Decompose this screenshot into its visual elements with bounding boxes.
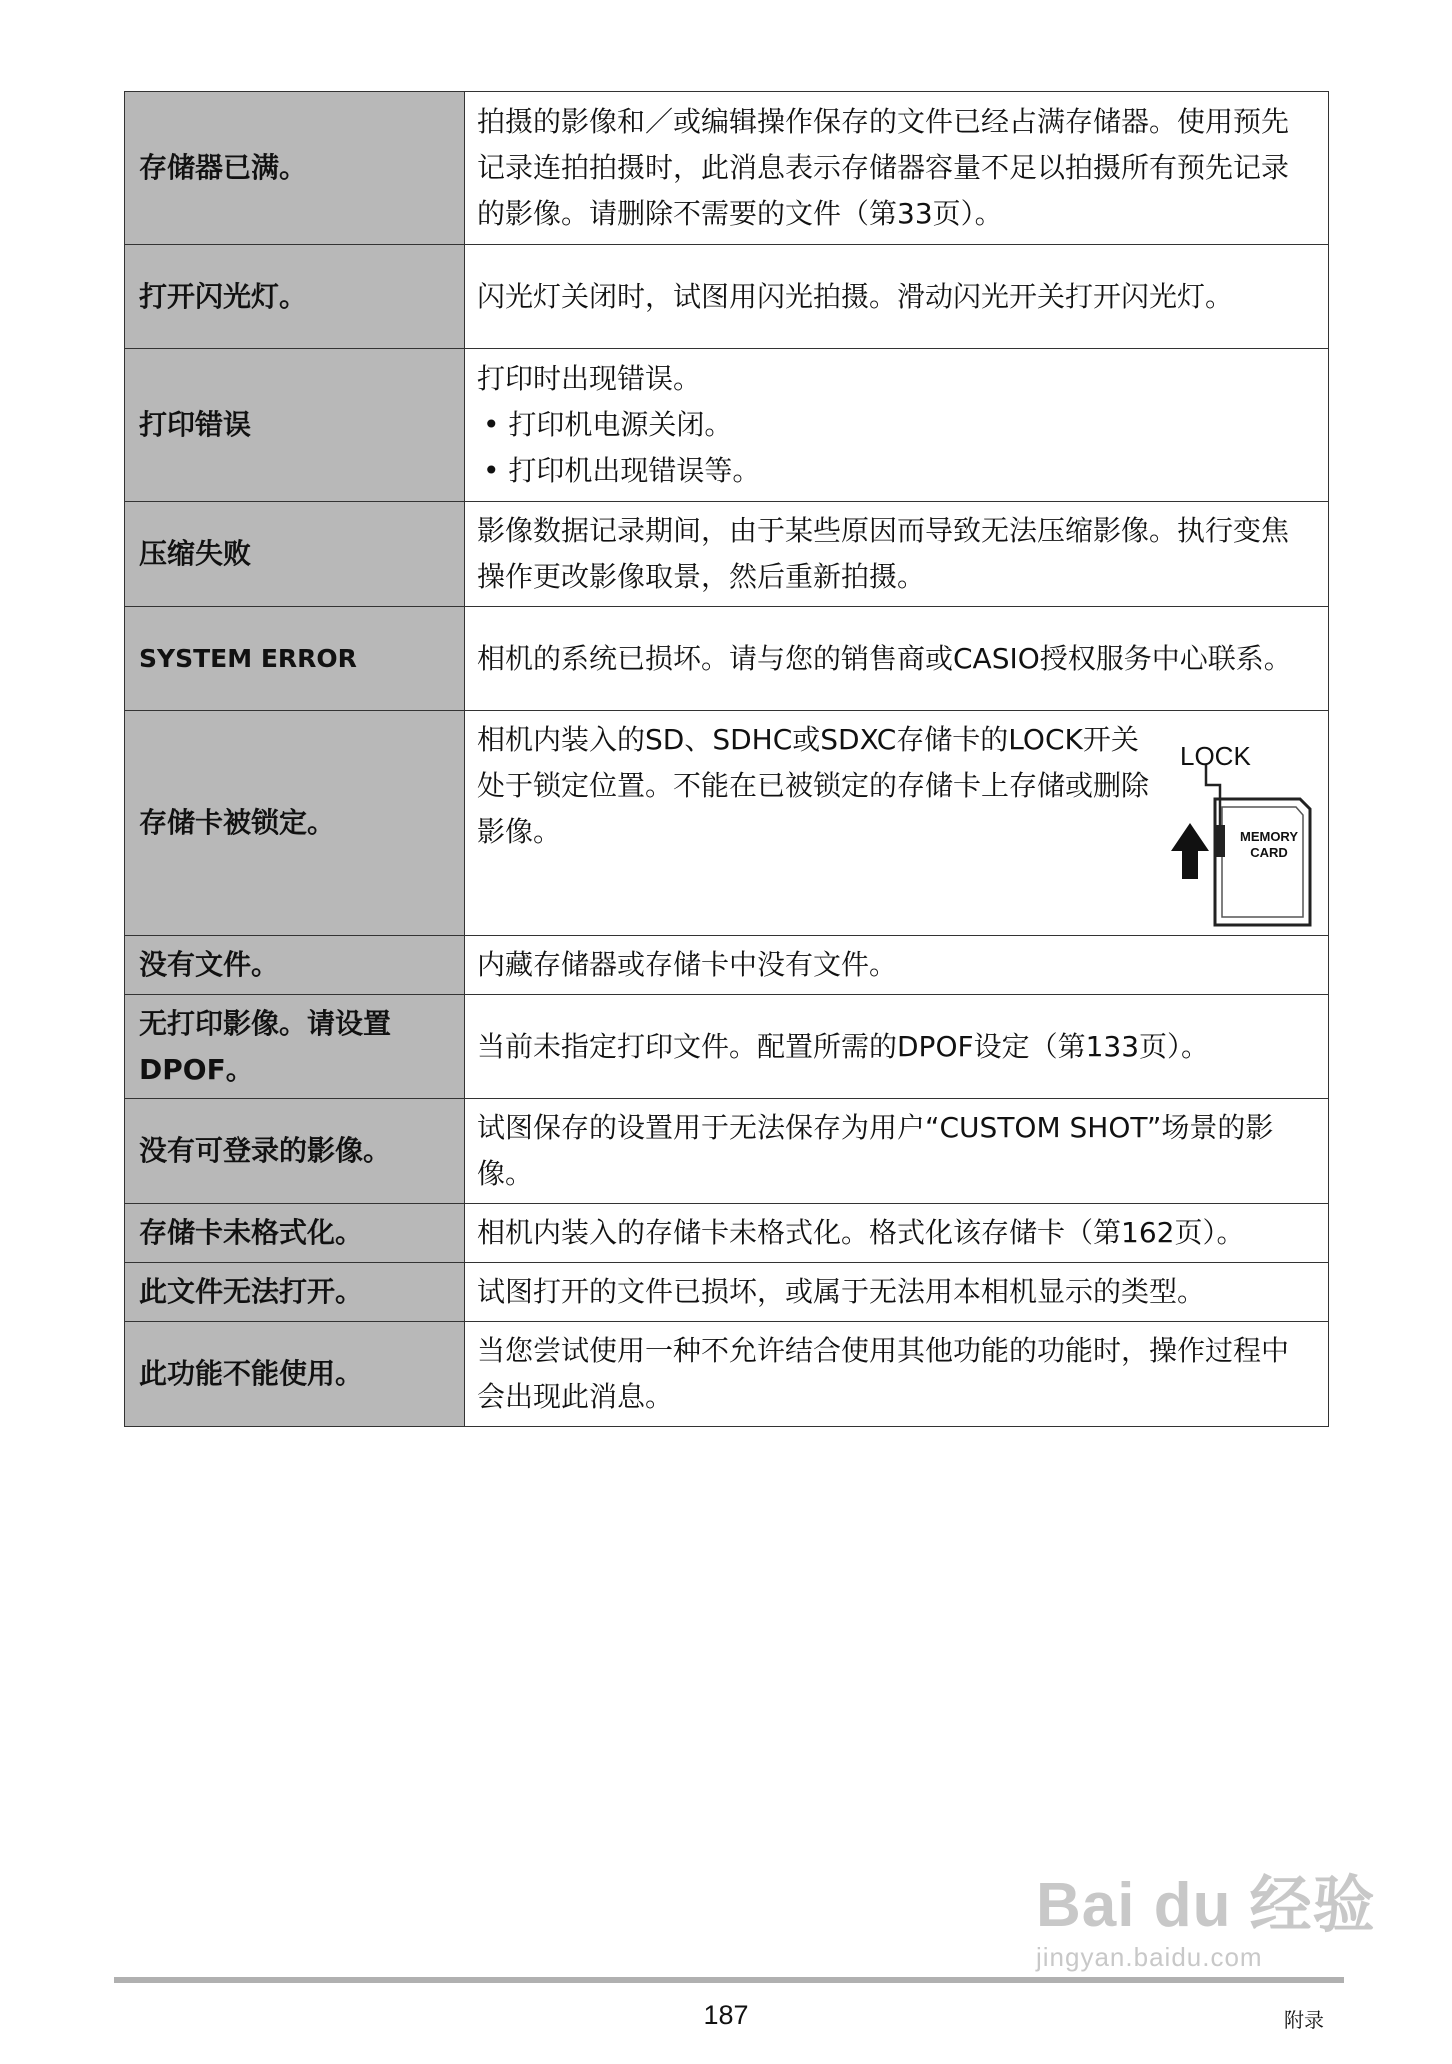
table-row [125, 1204, 1329, 1263]
message-desc [465, 349, 1329, 502]
footer-divider [114, 1977, 1344, 1983]
bullet-item: • 打印机电源关闭。 [483, 408, 733, 441]
table-row [125, 1263, 1329, 1322]
message-key: 此功能不能使用。 [125, 1322, 465, 1427]
table-row [125, 995, 1329, 1099]
message-key: 无打印影像。请设置DPOF。 [125, 995, 465, 1099]
message-desc [465, 711, 1329, 936]
message-key: SYSTEM ERROR [125, 607, 465, 711]
page-number: 187 [703, 2000, 749, 2030]
message-key: 打开闪光灯。 [125, 245, 465, 349]
message-key: 存储器已满。 [125, 92, 465, 245]
error-message-table [124, 91, 1329, 1427]
message-desc: 当您尝试使用一种不允许结合使用其他功能的功能时，操作过程中会出现此消息。 [465, 1322, 1329, 1427]
lock-label: LOCK [1180, 741, 1251, 771]
message-desc: 试图保存的设置用于无法保存为用户“CUSTOM SHOT”场景的影像。 [465, 1099, 1329, 1204]
memory-card-label: MEMORY CARD [1239, 829, 1299, 860]
table-row [125, 92, 1329, 245]
message-key: 此文件无法打开。 [125, 1263, 465, 1322]
bullet-item: • 打印机出现错误等。 [483, 454, 761, 487]
section-label: 附录 [1284, 2008, 1324, 2032]
desc-text: 相机内装入的SD、SDHC或SDXC存储卡的LOCK开关处于锁定位置。不能在已被锁定的存储卡上存储或删除影像。 [477, 723, 1150, 848]
message-desc: 闪光灯关闭时，试图用闪光拍摄。滑动闪光开关打开闪光灯。 [465, 245, 1329, 349]
watermark [1036, 1855, 1376, 1973]
watermark-main: Bai du 经验 [1036, 1871, 1376, 1940]
table-row [125, 936, 1329, 995]
message-desc: 拍摄的影像和／或编辑操作保存的文件已经占满存储器。使用预先记录连拍拍摄时，此消息表示存储器容量不足以拍摄所有预先记录的影像。请删除不需要的文件（第33页）。 [465, 92, 1329, 245]
message-desc: 相机的系统已损坏。请与您的销售商或CASIO授权服务中心联系。 [465, 607, 1329, 711]
table-row [125, 607, 1329, 711]
table-row [125, 245, 1329, 349]
table-row [125, 502, 1329, 607]
message-key: 没有可登录的影像。 [125, 1099, 465, 1204]
message-key: 打印错误 [125, 349, 465, 502]
message-desc: 相机内装入的存储卡未格式化。格式化该存储卡（第162页）。 [465, 1204, 1329, 1263]
message-desc: 内藏存储器或存储卡中没有文件。 [465, 936, 1329, 995]
message-desc: 试图打开的文件已损坏，或属于无法用本相机显示的类型。 [465, 1263, 1329, 1322]
table-row [125, 711, 1329, 936]
desc-line: 打印时出现错误。 [477, 362, 702, 395]
table-row [125, 1099, 1329, 1204]
table-row [125, 349, 1329, 502]
table-row [125, 1322, 1329, 1427]
message-desc: 影像数据记录期间，由于某些原因而导致无法压缩影像。执行变焦操作更改影像取景，然后重新拍摄。 [465, 502, 1329, 607]
message-desc: 当前未指定打印文件。配置所需的DPOF设定（第133页）。 [465, 995, 1329, 1099]
message-key: 存储卡未格式化。 [125, 1204, 465, 1263]
memory-card-illustration [1160, 729, 1320, 929]
message-key: 存储卡被锁定。 [125, 711, 465, 936]
message-key: 压缩失败 [125, 502, 465, 607]
watermark-url: jingyan.baidu.com [1036, 1942, 1263, 1972]
message-key: 没有文件。 [125, 936, 465, 995]
